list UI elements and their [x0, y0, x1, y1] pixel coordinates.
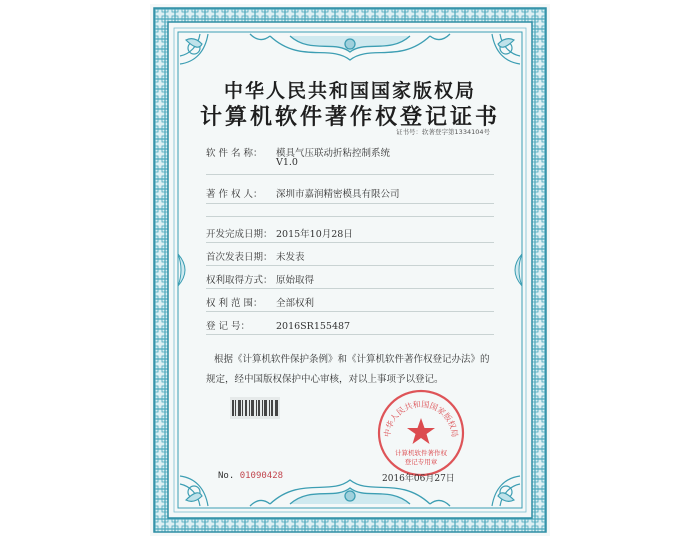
certificate-number: 证书号：软著登字第1334104号	[396, 128, 490, 136]
issuer-title: 中华人民共和国国家版权局	[223, 80, 476, 102]
seal-line-1: 计算机软件著作权	[395, 449, 447, 457]
first-publish-row	[206, 249, 305, 263]
first-publish-value: 未发表	[276, 252, 305, 263]
scope-label: 权 利 范 围：	[206, 298, 263, 309]
divider	[206, 334, 494, 335]
divider	[206, 311, 494, 312]
acquisition-row	[206, 272, 314, 286]
issue-date: 2016年06月27日	[382, 474, 455, 484]
statement-line-2: 规定，经中国版权保护中心审核，对以上事项予以登记。	[206, 374, 444, 385]
completion-date-label: 开发完成日期：	[206, 229, 273, 240]
software-version-value: V1.0	[276, 157, 298, 168]
scope-row	[206, 295, 314, 309]
divider	[206, 216, 494, 217]
serial-value: 01090428	[239, 471, 284, 481]
divider	[206, 242, 494, 243]
acquisition-label: 权利取得方式：	[206, 275, 273, 286]
serial-prefix: No.	[218, 471, 235, 481]
software-name-label: 软 件 名 称：	[206, 148, 263, 159]
registration-number-value: 2016SR155487	[276, 321, 351, 332]
certificate-title: 计算机软件著作权登记证书	[199, 105, 500, 130]
certificate	[150, 4, 550, 536]
first-publish-label: 首次发表日期：	[206, 252, 273, 263]
statement-line-1: 根据《计算机软件保护条例》和《计算机软件著作权登记办法》的	[214, 354, 490, 365]
registration-number-row	[206, 318, 350, 332]
divider	[206, 174, 494, 175]
seal-star-icon	[407, 418, 435, 444]
owner-row	[206, 186, 400, 200]
software-name-value: 模具气压联动折粘控制系统	[276, 148, 391, 159]
seal-line-2: 登记专用章	[404, 458, 438, 466]
owner-value: 深圳市嘉润精密模具有限公司	[276, 189, 400, 200]
official-seal	[376, 388, 466, 478]
divider	[206, 288, 494, 289]
divider	[206, 265, 494, 266]
completion-date-value: 2015年10月28日	[276, 229, 353, 240]
owner-label: 著 作 权 人：	[206, 189, 263, 200]
registration-number-label: 登 记 号：	[206, 321, 251, 332]
divider	[206, 203, 494, 204]
scope-value: 全部权利	[276, 298, 315, 309]
serial-number	[218, 471, 283, 481]
acquisition-value: 原始取得	[276, 275, 315, 286]
software-version-row	[206, 157, 298, 168]
barcode	[230, 397, 280, 419]
completion-date-row	[206, 226, 353, 240]
seal-arc-text: 中华人民共和国国家版权局	[382, 399, 460, 438]
